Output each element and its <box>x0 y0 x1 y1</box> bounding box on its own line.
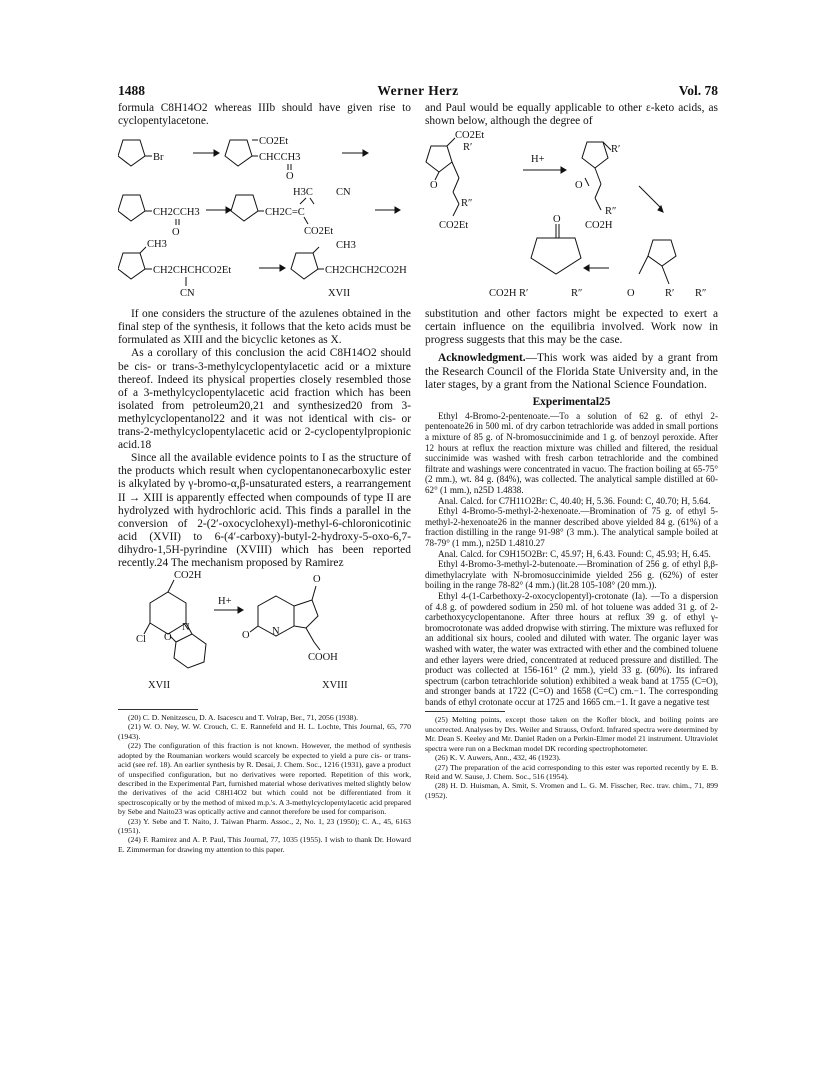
scheme-label-co2et: CO2Et <box>259 136 289 148</box>
ack-text: —This work was aided by a grant from the Research Council of the Florida State University and, in the later stages, by a grant from the National Science Foundation. <box>425 352 718 391</box>
footnote-rule-right <box>425 711 505 712</box>
exp-para-2: Ethyl 4-Bromo-5-methyl-2-hexenoate.—Bromination of 75 g. of ethyl 5-methyl-2-hexenoate26 in the manner described above yielded 84 g. (61%) of a fraction distilling in the range 91-98° (3 mm.). The analytical sample boiled at 78-79° (1 mm.), n25D 1.4810.27 <box>425 506 718 548</box>
scheme2-cl: Cl <box>136 634 146 646</box>
scheme3-co2et-bottom: CO2Et <box>439 220 469 232</box>
exp-anal-1: Anal. Calcd. for C7H11O2Br: C, 40.40; H, 5.36. Found: C, 40.70; H, 5.64. <box>438 495 711 506</box>
scheme3-r1-d: R′ <box>665 288 675 300</box>
scheme-label-chchco2et: CH2CHCHCO2Et <box>153 265 232 277</box>
footnote-28: (28) H. D. Huisman, A. Smit, S. Vromen and L. G. M. Fisscher, Rec. trav. chim., 71, 899 (1952). <box>425 781 718 800</box>
left-para-3: Since all the available evidence points to I as the structure of the products which result when cyclopentanonecarboxylic ester is alkylated by γ-bromo-α,β-unsaturated esters, a rearrangement II → XIII is apparently effected when compounds of type II are hydrolyzed with hydrochloric acid. This finds a parallel in the conversion of 2-(2′-oxocyclohexyl)-methyl-6-chloronicotinic acid (XVII) to 6-(4′-carboxy)-butyl-2-hydroxy-5-oxo-6,7-dihydro-1,5H-pyrindine (XVIII) which has been reported recently.24 The mechanism proposed by Ramirez <box>118 452 411 569</box>
scheme2-cooh: COOH <box>308 652 338 664</box>
scheme2-o-1: O <box>164 632 172 644</box>
scheme3-co2et-top: CO2Et <box>455 130 485 142</box>
scheme-2 <box>118 570 411 700</box>
scheme3-r1-c: R′ <box>519 288 529 300</box>
scheme3-co2h-1: CO2H <box>585 220 613 232</box>
scheme-label-ch3-2: CH3 <box>336 240 356 252</box>
exp-para-3: Ethyl 4-Bromo-3-methyl-2-butenoate.—Bromination of 256 g. of ethyl β,β-dimethylacrylate with N-bromosuccinimide yielded 256 g. (62%) of ester boiling in the range 78-82° (4 mm.) (lit.28 105-108° (20 mm.)). <box>425 559 718 591</box>
left-para-1: If one considers the structure of the azulenes obtained in the final step of the synthesis, it follows that the keto acids must be formulated as XIII and the bicyclic ketones as X. <box>118 308 411 347</box>
pyridine-ring-1 <box>150 592 186 634</box>
scheme2-n-2: N <box>272 626 280 638</box>
footnote-25: (25) Melting points, except those taken on the Kofler block, and boiling points are uncorrected. Analyses by Drs. Weiler and Strauss, Oxford. Infrared spectra were determined by Mr. Dean S. Keeley and Mr. Daniel Raden on a Perkin-Elmer model 21 instrument. Ultraviolet spectra were run on a Beckman model DK recording spectrophotometer. <box>425 715 718 753</box>
volume-label: Vol. 78 <box>678 83 718 98</box>
scheme3-co2h-2: CO2H <box>489 288 517 300</box>
scheme2-hplus: H+ <box>218 596 232 608</box>
running-header <box>118 83 718 99</box>
scheme-label-o-1: O <box>286 171 294 183</box>
scheme2-n-1: N <box>182 622 190 634</box>
scheme2-xvii: XVII <box>148 680 171 692</box>
exp-para-4: Ethyl 4-(1-Carbethoxy-2-oxocyclopentyl)-crotonate (Ia). —To a dispersion of 4.8 g. of powdered sodium in 250 ml. of hot toluene was added 31 g. of 2-carbethoxycyclopentanone. After three hours at reflux 39 g. of ethyl γ-bromocrotonate was added dropwise with stirring. The mixture was refluxed for an additional six hours, cooled and diluted with water. The organic layer was washed with water, the water was extracted with ether and the combined toluene and ether layers were dried, concentrated at reduced pressure and distilled. The product was collected at 156-161° (2 mm.), yield 33 g. (60%). Its infrared spectrum (carbon tetrachloride solution) exhibited a weak band at 1755 (C=O), and stronger bands at 1722 (C=O) and 1658 (C=C) cm.−1. The corresponding bands of ethyl crotonate occur at 1725 and 1665 cm.−1. It gave a negative test <box>425 590 718 707</box>
left-column <box>118 102 411 854</box>
right-intro: and Paul would be equally applicable to other ε-keto acids, as shown below, although the degree of <box>425 102 718 128</box>
bicyclic-ring <box>531 238 581 274</box>
exp-para-1: Ethyl 4-Bromo-2-pentenoate.—To a solution of 62 g. of ethyl 2-pentenoate26 in 500 ml. of dry carbon tetrachloride was added in small portions a mixture of 85 g. of N-bromosuccinimide and 1 g. of benzoyl peroxide. After 12 hours at reflux the reaction mixture was chilled and filtered, the residual succinimide was washed with fresh carbon tetrachloride and the combined filtrate and washings were concentrated in vacuo. The fraction boiling at 65-75° (2 mm.), wt. 84 g. (84%), was collected. The analytical sample distilled at 60-62° (1 mm.), n25D 1.4838. <box>425 410 718 495</box>
scheme2-xviii: XVIII <box>322 680 348 692</box>
scheme3-r1-a: R′ <box>463 142 473 154</box>
scheme3-o-2: O <box>575 180 583 192</box>
scheme-label-ch2cch3: CH2CCH3 <box>153 207 200 219</box>
scheme-label-chccch3: CHCCH3 <box>259 152 301 164</box>
experimental-heading: Experimental25 <box>532 395 611 408</box>
cyclopentyl-ring-1 <box>118 140 145 166</box>
scheme3-r2-d: R″ <box>695 288 707 300</box>
footnote-21: (21) W. O. Ney, W. W. Crouch, C. E. Rannefeld and H. L. Lochte, This Journal, 65, 770 (1943). <box>118 722 411 741</box>
scheme-label-h3c: H3C <box>293 187 313 199</box>
left-intro: formula C8H14O2 whereas IIIb should have given rise to cyclopentylacetone. <box>118 102 411 128</box>
footnote-27: (27) The preparation of the acid corresponding to this ester was reported recently by E. B. Reid and W. Sause, J. Chem. Soc., 516 (1954). <box>425 762 718 781</box>
right-column <box>425 102 718 800</box>
footnote-rule-left <box>118 709 198 710</box>
scheme3-r2-c: R″ <box>571 288 583 300</box>
scheme-label-o-2: O <box>172 227 180 239</box>
scheme3-o-1: O <box>430 180 438 192</box>
scheme-label-ch2chch2co2h: CH2CHCH2CO2H <box>325 265 407 277</box>
scheme-label-xvii: XVII <box>328 288 351 300</box>
scheme3-r1-b: R′ <box>611 144 621 156</box>
acknowledgment <box>425 352 718 391</box>
scheme2-o-3: O <box>242 630 250 642</box>
scheme3-r2-b: R″ <box>605 206 617 218</box>
running-author: Werner Herz <box>377 83 459 98</box>
scheme-label-ch2cc: CH2C=C <box>265 207 305 219</box>
scheme2-o-2: O <box>313 574 321 586</box>
page-number: 1488 <box>118 83 145 98</box>
scheme3-o-3: O <box>553 214 561 226</box>
right-para-1: substitution and other factors might be expected to exert a certain influence on the equilibria involved. Work now in progress suggests that this may be the case. <box>425 308 718 347</box>
scheme3-r2-a: R″ <box>461 198 473 210</box>
footnote-26: (26) K. V. Auwers, Ann., 432, 46 (1923). <box>435 753 561 763</box>
scheme3-hplus: H+ <box>531 154 545 166</box>
scheme-label-br: Br <box>153 152 164 164</box>
scheme-1 <box>118 128 411 303</box>
footnote-23: (23) Y. Sebe and T. Naito, J. Taiwan Pharm. Assoc., 2, No. 1, 23 (1950); C. A., 45, 6163 (1951). <box>118 816 411 835</box>
scheme-label-ch3-1: CH3 <box>147 239 167 251</box>
left-para-2: As a corollary of this conclusion the acid C8H14O2 should be cis- or trans-3-methylcyclopentylacetic acid or a mixture thereof. Indeed its physical properties closely resembled those of a 3-methylcyclopentylacetic acid fraction which has been isolated from petroleum20,21 and synthesized20 from 3-methylcyclopentanol22 and it was not identical with cis- or trans-2-methylcyclopentylacetic acid or 2-cyclopentylpropionic acid.18 <box>118 347 411 452</box>
ack-heading: Acknowledgment. <box>438 352 526 365</box>
footnote-20: (20) C. D. Nenitzescu, D. A. Isacescu and T. Volrap, Ber., 71, 2056 (1938). <box>128 713 359 723</box>
scheme-3 <box>425 128 718 303</box>
exp-anal-2: Anal. Calcd. for C9H15O2Br: C, 45.97; H, 6.43. Found: C, 45.93; H, 6.45. <box>438 548 711 559</box>
scheme-label-cn-2: CN <box>180 288 195 300</box>
scheme-label-cn: CN <box>336 187 351 199</box>
footnote-24: (24) F. Ramirez and A. P. Paul, This Journal, 77, 1035 (1955). I wish to thank Dr. Howard E. Zimmerman for drawing my attention to this paper. <box>118 835 411 854</box>
scheme2-co2h: CO2H <box>174 570 202 582</box>
scheme3-o-4: O <box>627 288 635 300</box>
scheme-label-co2et-2: CO2Et <box>304 226 334 238</box>
footnote-22: (22) The configuration of this fraction is not known. However, the method of synthesis adopted by the Roumanian workers would scarcely be expected to yield a pure cis- or trans-acid (see ref. 18). An earlier synthesis by R. Desai, J. Chem. Soc., 1216 (1931), gave a product of unspecified configuration, but no derivatives were reported. Repetition of this work, described in the Experimental Part, furnished material whose derivatives melted slightly below the derivatives of the acid C8H14O2 but which could not be differentiated from it spectroscopically or by the method of mixed m.p.'s. A 3-methylcyclopentylacetic acid prepared by Sebe and Naito23 was optically active and cannot therefore be used for comparison. <box>118 741 411 817</box>
